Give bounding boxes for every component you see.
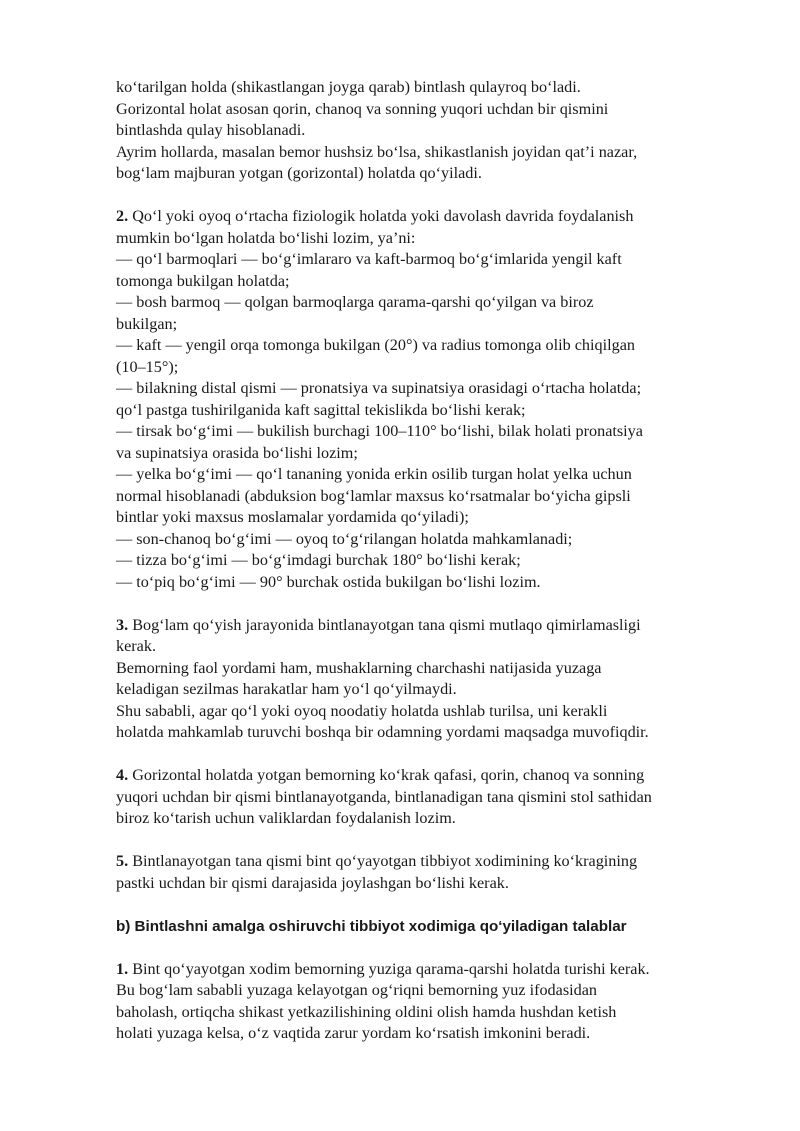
text-line: bintlashda qulay hisoblanadi. bbox=[116, 121, 306, 139]
text-line: biroz ko‘tarish uchun valiklardan foydalanish lozim. bbox=[116, 809, 456, 827]
text-line bbox=[116, 206, 746, 228]
paragraph-gap bbox=[116, 894, 746, 916]
paragraph-gap bbox=[116, 593, 746, 615]
text-line: normal hisoblanadi (abduksion bog‘lamlar maxsus ko‘rsatmalar bo‘yicha gipsli bbox=[116, 486, 631, 505]
text-line: Bu bog‘lam sababli yuzaga kelayotgan og‘riqni bemorning yuz ifodasidan bbox=[116, 981, 598, 999]
text-line: mumkin bo‘lgan holatda bo‘lishi lozim, ya’ni: bbox=[116, 228, 416, 247]
text-line: bog‘lam majburan yotgan (gorizontal) holatda qo‘yiladi. bbox=[116, 164, 482, 182]
numbered-item-4 bbox=[116, 765, 746, 830]
section-heading: b) Bintlashni amalga oshiruvchi tibbiyot xodimiga qo‘yiladigan talablar bbox=[116, 917, 627, 935]
text-line: Shu sababli, agar qo‘l yoki oyoq noodatiy holatda ushlab turilsa, uni kerakli bbox=[116, 701, 608, 720]
text-line: — to‘piq bo‘g‘imi — 90° burchak ostida bukilgan bo‘lishi lozim. bbox=[116, 572, 541, 591]
text-line bbox=[116, 851, 746, 873]
item-number: 2. bbox=[116, 207, 129, 225]
paragraph-gap bbox=[116, 937, 746, 959]
text-line: tomonga bukilgan holatda; bbox=[116, 271, 290, 290]
text-line: — tizza bo‘g‘imi — bo‘g‘imdagi burchak 180° bo‘lishi kerak; bbox=[116, 551, 521, 569]
item-number: 1. bbox=[116, 959, 129, 978]
item-number: 3. bbox=[116, 615, 129, 634]
text-line bbox=[116, 615, 746, 637]
text-line: — tirsak bo‘g‘imi — bukilish burchagi 100–110° bo‘lishi, bilak holati pronatsiya bbox=[116, 422, 643, 440]
text-line: holatda mahkamlab turuvchi boshqa bir odamning yordami maqsadga muvofiqdir. bbox=[116, 723, 649, 741]
text-line: Bemorning faol yordami ham, mushaklarning charchashi natijasida yuzaga bbox=[116, 658, 602, 677]
numbered-item-b1 bbox=[116, 959, 746, 1045]
text-line bbox=[116, 959, 746, 981]
text-line: bukilgan; bbox=[116, 314, 178, 333]
text-line: keladigan sezilmas harakatlar ham yo‘l qo‘yilmaydi. bbox=[116, 680, 457, 698]
item-number: 5. bbox=[116, 852, 129, 870]
text-line: yuqori uchdan bir qismi bintlanayotganda, bintlanadigan tana qismini stol sathidan bbox=[116, 787, 652, 806]
numbered-item-3 bbox=[116, 615, 746, 744]
text-line: — son-chanoq bo‘g‘imi — oyoq to‘g‘rilangan holatda mahkamlanadi; bbox=[116, 529, 573, 548]
paragraph-gap bbox=[116, 185, 746, 207]
text-line: — yelka bo‘g‘imi — qo‘l tananing yonida erkin osilib turgan holat yelka uchun bbox=[116, 465, 632, 483]
numbered-item-5 bbox=[116, 851, 746, 894]
item-first-line: Qo‘l yoki oyoq o‘rtacha fiziologik holatda yoki davolash davrida foydalanish bbox=[128, 207, 634, 225]
item-first-line: Bintlanayotgan tana qismi bint qo‘yayotgan tibbiyot xodimining ko‘kragining bbox=[128, 852, 638, 870]
item-first-line: Bint qo‘yayotgan xodim bemorning yuziga qarama-qarshi holatda turishi kerak. bbox=[128, 959, 650, 978]
text-line: ko‘tarilgan holda (shikastlangan joyga qarab) bintlash qulayroq bo‘ladi. bbox=[116, 78, 581, 96]
item-first-line: Gorizontal holatda yotgan bemorning ko‘krak qafasi, qorin, chanoq va sonning bbox=[128, 766, 645, 784]
text-line: — qo‘l barmoqlari — bo‘g‘imlararo va kaft-barmoq bo‘g‘imlarida yengil kaft bbox=[116, 250, 622, 268]
text-line: — bosh barmoq — qolgan barmoqlarga qarama-qarshi qo‘yilgan va biroz bbox=[116, 293, 594, 311]
numbered-item-2 bbox=[116, 206, 746, 593]
document-page bbox=[116, 77, 746, 1045]
text-line: Gorizontal holat asosan qorin, chanoq va sonning yuqori uchdan bir qismini bbox=[116, 99, 609, 118]
paragraph-gap bbox=[116, 744, 746, 766]
text-line: va supinatsiya orasida bo‘lishi lozim; bbox=[116, 443, 358, 462]
text-line: (10–15°); bbox=[116, 357, 179, 376]
item-first-line: Bog‘lam qo‘yish jarayonida bintlanayotgan tana qismi mutlaqo qimirlamasligi bbox=[128, 615, 641, 634]
paragraph-gap bbox=[116, 830, 746, 852]
text-line: Ayrim hollarda, masalan bemor hushsiz bo‘lsa, shikastlanish joyidan qat’i nazar, bbox=[116, 142, 638, 161]
text-line: holati yuzaga kelsa, o‘z vaqtida zarur yordam ko‘rsatish imkonini beradi. bbox=[116, 1024, 591, 1042]
item-number: 4. bbox=[116, 766, 129, 784]
text-line: — kaft — yengil orqa tomonga bukilgan (20°) va radius tomonga olib chiqilgan bbox=[116, 336, 635, 354]
text-line bbox=[116, 765, 746, 787]
text-line: baholash, ortiqcha shikast yetkazilishining oldini olish hamda hushdan ketish bbox=[116, 1002, 617, 1021]
text-line: — bilakning distal qismi — pronatsiya va supinatsiya orasidagi o‘rtacha holatda; bbox=[116, 379, 642, 397]
intro-paragraph bbox=[116, 77, 746, 185]
text-line: bintlar yoki maxsus moslamalar yordamida qo‘yiladi); bbox=[116, 508, 469, 526]
text-line: kerak. bbox=[116, 637, 156, 655]
text-line: qo‘l pastga tushirilganida kaft sagittal tekislikda bo‘lishi kerak; bbox=[116, 400, 526, 419]
text-line: pastki uchdan bir qismi darajasida joylashgan bo‘lishi kerak. bbox=[116, 873, 509, 892]
